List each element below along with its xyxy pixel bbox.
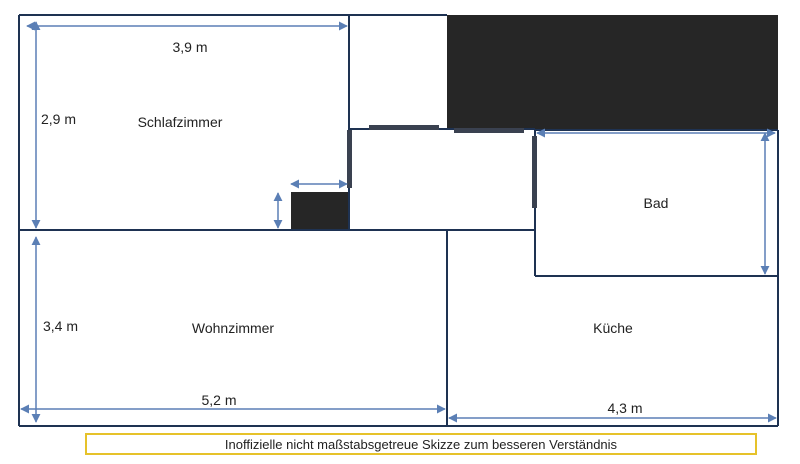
dim-label-wohnzimmer-width: 5,2 m	[201, 392, 237, 408]
room-label-bad: Bad	[643, 195, 669, 211]
dim-label-schlafzimmer-height: 2,9 m	[41, 111, 77, 127]
dark-block-small	[291, 192, 349, 230]
room-label-kueche: Küche	[593, 320, 633, 336]
dim-label-schlafzimmer-width: 3,9 m	[172, 39, 208, 55]
room-label-wohnzimmer: Wohnzimmer	[191, 320, 275, 336]
door-mark-3	[347, 130, 352, 188]
door-mark-4	[532, 136, 537, 208]
door-marks	[347, 125, 537, 208]
dark-block-top-right	[447, 15, 778, 130]
door-mark-1	[369, 125, 439, 130]
door-mark-2	[454, 128, 524, 133]
disclaimer-note: Inoffizielle nicht maßstabsgetreue Skizze zum besseren Verständnis	[85, 433, 757, 455]
dim-label-wohnzimmer-height: 3,4 m	[43, 318, 79, 334]
room-label-schlafzimmer: Schlafzimmer	[137, 114, 223, 130]
dim-label-kueche-width: 4,3 m	[607, 400, 643, 416]
